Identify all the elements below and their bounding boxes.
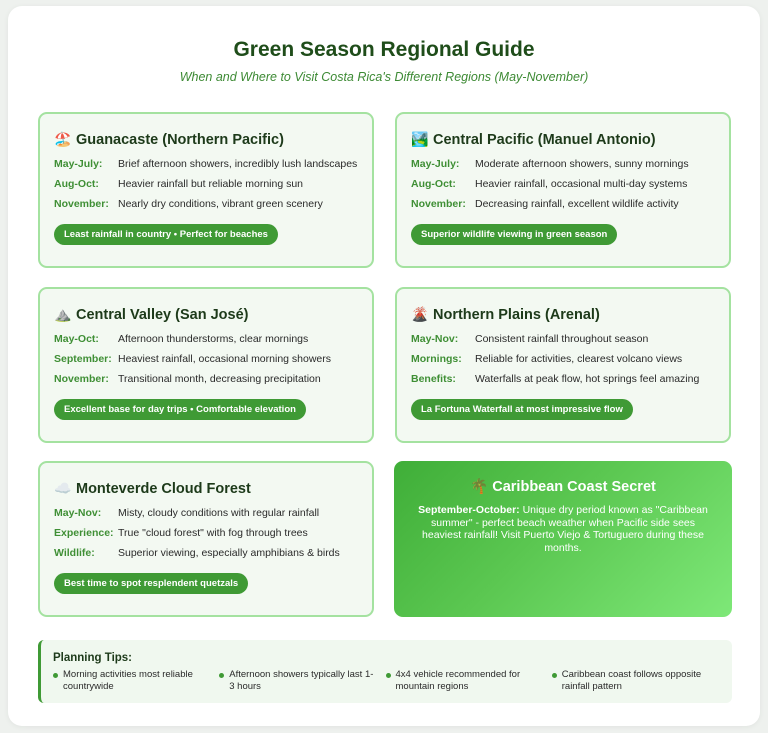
region-title: Central Valley (San José) [76,306,249,323]
season-detail: Transitional month, decreasing precipitation [118,373,321,385]
season-row [54,333,358,346]
highlight-badge: Best time to spot resplendent quetzals [54,573,248,594]
season-row [411,178,715,191]
palm-tree-icon: 🌴 [470,479,489,495]
season-label: Aug-Oct: [411,178,456,190]
highlight-badge: Least rainfall in country • Perfect for beaches [54,224,278,245]
mountain-icon: ⛰️ [54,306,72,322]
season-row [411,353,715,366]
tip-text: Afternoon showers typically last 1-3 hours [229,669,374,692]
tip-item [219,669,385,692]
page-subtitle: When and Where to Visit Costa Rica's Different Regions (May-November) [179,70,589,84]
season-detail: Moderate afternoon showers, sunny mornings [475,158,689,170]
season-label: November: [411,198,466,210]
season-detail: Afternoon thunderstorms, clear mornings [118,333,309,345]
tips-title: Planning Tips: [53,652,133,664]
bullet-icon [386,673,391,678]
season-label: May-Nov: [54,507,102,519]
bullet-icon [53,673,58,678]
season-row [411,333,715,346]
season-row [54,507,358,520]
tip-text: Morning activities most reliable countrywide [63,669,193,692]
tip-item [552,669,718,692]
volcano-icon: 🌋 [411,306,429,322]
season-detail: Brief afternoon showers, incredibly lush landscapes [118,158,358,170]
season-label: May-Oct: [54,333,99,345]
season-detail: Misty, cloudy conditions with regular rainfall [118,507,320,519]
tip-item [53,669,219,692]
caribbean-lead: September-October: [418,504,520,516]
planning-tips [38,640,732,703]
cloud-icon: ☁️ [54,480,72,496]
season-row [54,198,358,211]
season-detail: Consistent rainfall throughout season [475,333,649,345]
region-title: Central Pacific (Manuel Antonio) [433,131,656,148]
page-title: Green Season Regional Guide [233,38,535,61]
bullet-icon [219,673,224,678]
season-detail: Heavier rainfall, occasional multi-day systems [475,178,688,190]
region-card-central-valley [38,287,374,443]
caribbean-text [412,504,714,554]
region-title: Monteverde Cloud Forest [76,480,251,497]
season-detail: Superior viewing, especially amphibians & birds [118,547,340,559]
season-label: Mornings: [411,353,462,365]
tips-list [53,669,718,692]
region-title: Northern Plains (Arenal) [433,306,600,323]
season-row [411,373,715,386]
season-row [54,527,358,540]
season-label: Aug-Oct: [54,178,99,190]
season-row [54,158,358,171]
tip-text: Caribbean coast follows opposite rainfall pattern [561,669,702,692]
season-detail: Heavier rainfall but reliable morning sun [118,178,304,190]
highlight-badge: Excellent base for day trips • Comfortable elevation [54,399,306,420]
season-detail: Decreasing rainfall, excellent wildlife activity [475,198,679,210]
season-label: November: [54,373,109,385]
bullet-icon [552,673,557,678]
region-title: Guanacaste (Northern Pacific) [76,131,284,148]
season-label: September: [54,353,112,365]
caribbean-callout [394,461,732,617]
tip-item [386,669,552,692]
season-row [54,178,358,191]
season-label: May-July: [54,158,103,170]
season-row [411,198,715,211]
region-card-northern-plains [395,287,731,443]
region-card-guanacaste [38,112,374,268]
season-detail: Waterfalls at peak flow, hot springs feel amazing [475,373,700,385]
region-card-monteverde [38,461,374,617]
season-row [54,373,358,386]
tip-text: 4x4 vehicle recommended for mountain regions [395,669,521,692]
caribbean-title: Caribbean Coast Secret [492,479,656,495]
season-label: November: [54,198,109,210]
season-row [54,547,358,560]
region-card-central-pacific [395,112,731,268]
caribbean-title-row [412,478,714,495]
season-detail: True "cloud forest" with fog through trees [118,527,308,539]
season-label: Benefits: [411,373,456,385]
season-label: Experience: [54,527,114,539]
caribbean-body: Unique dry period known as "Caribbean summer" - perfect beach weather when Pacific side sees heaviest rainfall! Visit Puerto Viejo & Tortuguero during these months. [422,504,708,554]
season-detail: Heaviest rainfall, occasional morning showers [118,353,332,365]
season-label: May-July: [411,158,460,170]
season-label: May-Nov: [411,333,459,345]
season-label: Wildlife: [54,547,95,559]
season-row [411,158,715,171]
national-park-icon: 🏞️ [411,131,429,147]
highlight-badge: Superior wildlife viewing in green season [411,224,617,245]
season-detail: Reliable for activities, clearest volcano views [475,353,683,365]
highlight-badge: La Fortuna Waterfall at most impressive flow [411,399,633,420]
season-detail: Nearly dry conditions, vibrant green scenery [118,198,323,210]
beach-icon: 🏖️ [54,131,72,147]
season-row [54,353,358,366]
